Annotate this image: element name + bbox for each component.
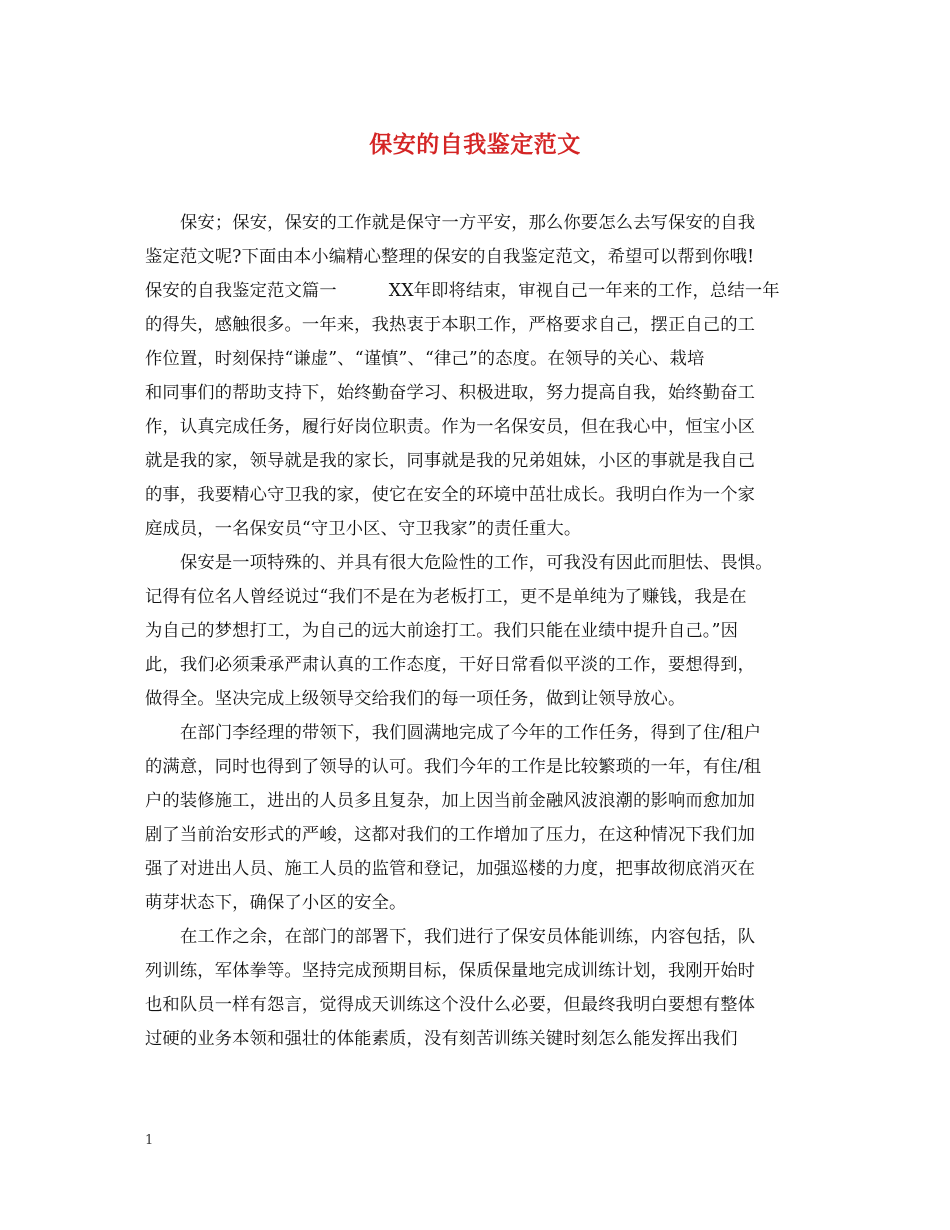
page-number: 1 (145, 1133, 154, 1148)
text-line: 强了对进出人员、施工人员的监管和登记，加强巡楼的力度，把事故彻底消灭在 (145, 859, 756, 879)
text-line: 的得失，感触很多。一年来，我热衷于本职工作，严格要求自己，摆正自己的工 (145, 315, 756, 335)
text-line: 在部门李经理的带领下，我们圆满地完成了今年的工作任务，得到了住/租户 (180, 723, 762, 743)
text-line: 过硬的业务本领和强壮的体能素质，没有刻苦训练关键时刻怎么能发挥出我们 (145, 1029, 738, 1049)
text-line: 就是我的家，领导就是我的家长，同事就是我的兄弟姐妹，小区的事就是我自己 (145, 451, 756, 471)
text-line: 做得全。坚决完成上级领导交给我们的每一项任务，做到让领导放心。 (145, 689, 686, 709)
text-line: 萌芽状态下，确保了小区的安全。 (145, 893, 407, 913)
text-line: 保安是一项特殊的、并具有很大危险性的工作，可我没有因此而胆怯、畏惧。 (180, 553, 773, 573)
text-line: 的满意，同时也得到了领导的认可。我们今年的工作是比较繁琐的一年，有住/租 (145, 757, 762, 777)
text-line: 的事，我要精心守卫我的家，使它在安全的环境中茁壮成长。我明白作为一个家 (145, 485, 756, 505)
text-line: 记得有位名人曾经说过“我们不是在为老板打工，更不是单纯为了赚钱，我是在 (145, 587, 747, 607)
text-line: 保安；保安，保安的工作就是保守一方平安，那么你要怎么去写保安的自我 (180, 213, 756, 233)
text-line: 列训练，军体拳等。坚持完成预期目标，保质保量地完成训练计划，我刚开始时 (145, 961, 756, 981)
text-line (145, 274, 780, 308)
section-heading: 保安的自我鉴定范文篇一 (145, 281, 337, 301)
text-line: 为自己的梦想打工，为自己的远大前途打工。我们只能在业绩中提升自己。”因 (145, 621, 739, 641)
text-line: 作位置，时刻保持“谦虚”、“谨慎”、“律己”的态度。在领导的关心、栽培 (145, 349, 705, 369)
text-line: 剧了当前治安形式的严峻，这都对我们的工作增加了压力，在这种情况下我们加 (145, 825, 756, 845)
text-line-content: XX年即将结束，审视自己一年来的工作，总结一年 (388, 281, 780, 301)
document-title: 保安的自我鉴定范文 (369, 131, 581, 158)
text-line: 此，我们必须秉承严肃认真的工作态度，干好日常看似平淡的工作，要想得到， (145, 655, 756, 675)
text-line: 鉴定范文呢?下面由本小编精心整理的保安的自我鉴定范文，希望可以帮到你哦! (145, 247, 755, 267)
text-line: 在工作之余，在部门的部署下，我们进行了保安员体能训练，内容包括，队 (180, 927, 756, 947)
text-line: 户的装修施工，进出的人员多且复杂，加上因当前金融风波浪潮的影响而愈加加 (145, 791, 756, 811)
text-line: 作，认真完成任务，履行好岗位职责。作为一名保安员，但在我心中，恒宝小区 (145, 417, 756, 437)
text-line: 和同事们的帮助支持下，始终勤奋学习、积极进取，努力提高自我，始终勤奋工 (145, 383, 756, 403)
text-line: 庭成员，一名保安员“守卫小区、守卫我家”的责任重大。 (145, 519, 582, 539)
text-line: 也和队员一样有怨言，觉得成天训练这个没什么必要，但最终我明白要想有整体 (145, 995, 756, 1015)
